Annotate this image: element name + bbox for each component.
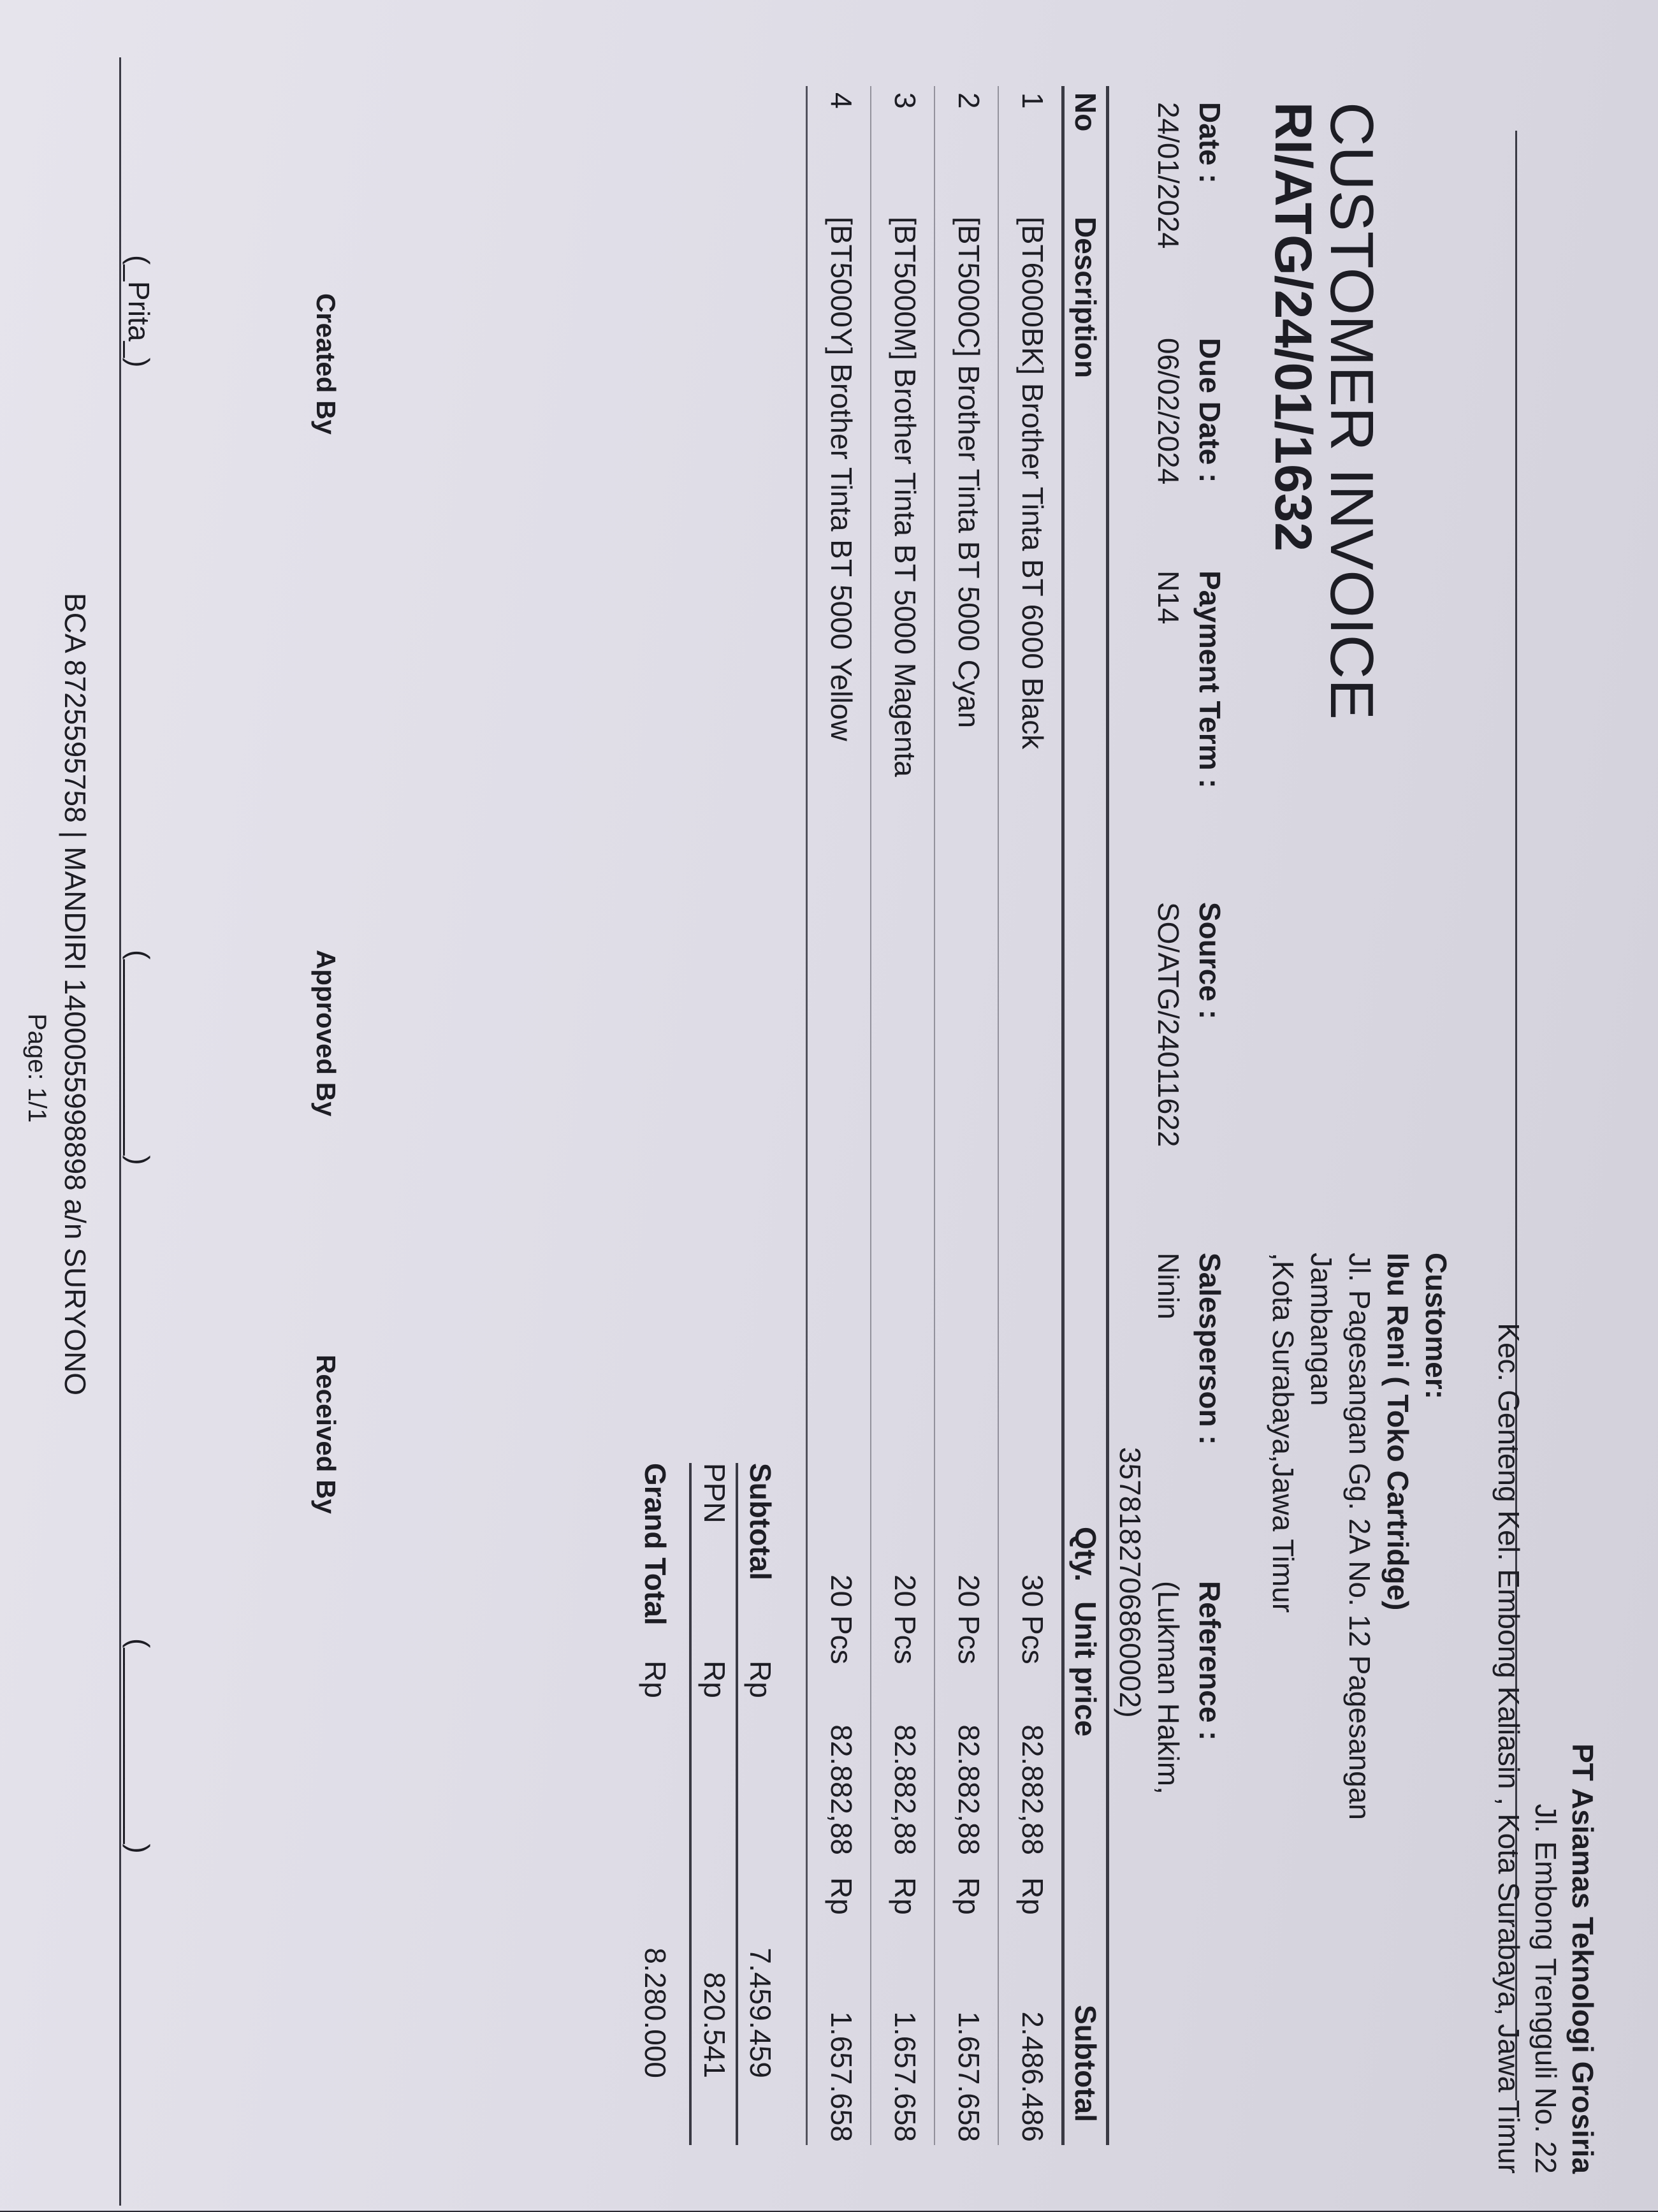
received-by-signature: (____________) (122, 1638, 156, 1854)
reference-value-line1: (Lukman Hakim, (1152, 1581, 1185, 1794)
row-description: [BT5000M] Brother Tinta BT 5000 Magenta (889, 217, 922, 777)
row-description: [BT5000C] Brother Tinta BT 5000 Cyan (952, 217, 985, 729)
received-by-label: Received By (311, 1355, 341, 1514)
row-description: [BT5000Y] Brother Tinta BT 5000 Yellow (825, 217, 858, 741)
ppn-label: PPN (698, 1463, 731, 1524)
bank-info: BCA 8725595758 | MANDIRI 1400055998898 a/n SURYONO (59, 593, 92, 1396)
due-date-label: Due Date : (1193, 338, 1226, 483)
col-header-unit-price: Unit price (1069, 1601, 1102, 1737)
source-label: Source : (1193, 902, 1226, 1020)
approved-by-label: Approved By (311, 950, 341, 1117)
company-name: PT Asiamas Teknologi Grosiria (1566, 1743, 1599, 2174)
company-address-line1: Jl. Embong Trengguli No. 22 (1529, 1803, 1562, 2174)
customer-label: Customer: (1420, 1253, 1453, 1400)
source-value: SO/ATG/24011622 (1152, 902, 1185, 1147)
customer-name: Ibu Reni ( Toko Cartridge) (1381, 1253, 1414, 1611)
row-currency: Rp (825, 1877, 858, 1915)
row-subtotal: 1.657.658 (952, 2011, 985, 2142)
row-separator (806, 86, 808, 2145)
page-number: Page: 1/1 (23, 1014, 51, 1123)
col-header-description: Description (1069, 217, 1102, 379)
subtotal-rule (736, 1463, 738, 2145)
col-header-subtotal: Subtotal (1069, 2005, 1102, 2122)
row-currency: Rp (952, 1877, 985, 1915)
customer-address-line2: Jambangan (1305, 1253, 1338, 1406)
row-unit-price: 82.882,88 (889, 1724, 922, 1855)
footer-rule (119, 57, 121, 2206)
row-qty: 20 Pcs (952, 1575, 985, 1664)
row-unit-price: 82.882,88 (825, 1724, 858, 1855)
payment-term-label: Payment Term : (1193, 571, 1226, 789)
row-unit-price: 82.882,88 (952, 1724, 985, 1855)
invoice-number: RI/ATG/24/01/1632 (1264, 102, 1322, 551)
row-separator (934, 86, 935, 2145)
row-subtotal: 2.486.486 (1016, 2011, 1049, 2142)
invoice-title: CUSTOMER INVOICE (1318, 102, 1386, 720)
date-value: 24/01/2024 (1152, 102, 1185, 249)
subtotal-value: 7.459.459 (744, 1947, 777, 2078)
reference-value-line2: 3578182706860002) (1114, 1447, 1147, 1718)
table-header-rule (1061, 86, 1065, 2145)
grand-total-rule (689, 1463, 692, 2145)
col-header-no: No (1069, 92, 1102, 132)
ppn-currency: Rp (698, 1661, 731, 1698)
grand-total-label: Grand Total (639, 1463, 672, 1626)
company-address-line2: Kec. Genteng Kel. Embong Kaliasin , Kota Surabaya, Jawa Timur (1492, 1323, 1525, 2174)
created-by-signature: (_Prita_) (122, 255, 156, 368)
ppn-value: 820.541 (698, 1972, 731, 2078)
row-no: 1 (1016, 92, 1049, 109)
salesperson-value: Ninin (1152, 1253, 1185, 1320)
row-separator (998, 86, 999, 2145)
row-qty: 20 Pcs (889, 1575, 922, 1664)
date-label: Date : (1193, 102, 1226, 184)
row-qty: 30 Pcs (1016, 1575, 1049, 1664)
row-qty: 20 Pcs (825, 1575, 858, 1664)
row-subtotal: 1.657.658 (825, 2011, 858, 2142)
grand-total-currency: Rp (639, 1661, 672, 1698)
subtotal-label: Subtotal (744, 1463, 777, 1580)
row-no: 2 (952, 92, 985, 109)
due-date-value: 06/02/2024 (1152, 338, 1185, 485)
grand-total-value: 8.280.000 (639, 1947, 672, 2078)
row-no: 3 (889, 92, 922, 109)
row-subtotal: 1.657.658 (889, 2011, 922, 2142)
row-currency: Rp (889, 1877, 922, 1915)
row-separator (870, 86, 871, 2145)
invoice-document (0, 19, 1613, 2212)
subtotal-currency: Rp (744, 1661, 777, 1698)
approved-by-signature: (____________) (122, 950, 156, 1165)
table-top-rule (1106, 86, 1109, 2145)
row-no: 4 (825, 92, 858, 109)
row-unit-price: 82.882,88 (1016, 1724, 1049, 1855)
salesperson-label: Salesperson : (1193, 1253, 1226, 1445)
created-by-label: Created By (311, 293, 341, 435)
reference-label: Reference : (1193, 1581, 1226, 1741)
col-header-qty: Qty. (1069, 1527, 1102, 1582)
row-description: [BT6000BK] Brother Tinta BT 6000 Black (1016, 217, 1049, 750)
payment-term-value: N14 (1152, 571, 1185, 625)
customer-address-line1: Jl. Pagesangan Gg. 2A No. 12 Pagesangan (1343, 1253, 1376, 1820)
customer-address-line3: ,Kota Surabaya,Jawa Timur (1267, 1253, 1300, 1613)
row-currency: Rp (1016, 1877, 1049, 1915)
